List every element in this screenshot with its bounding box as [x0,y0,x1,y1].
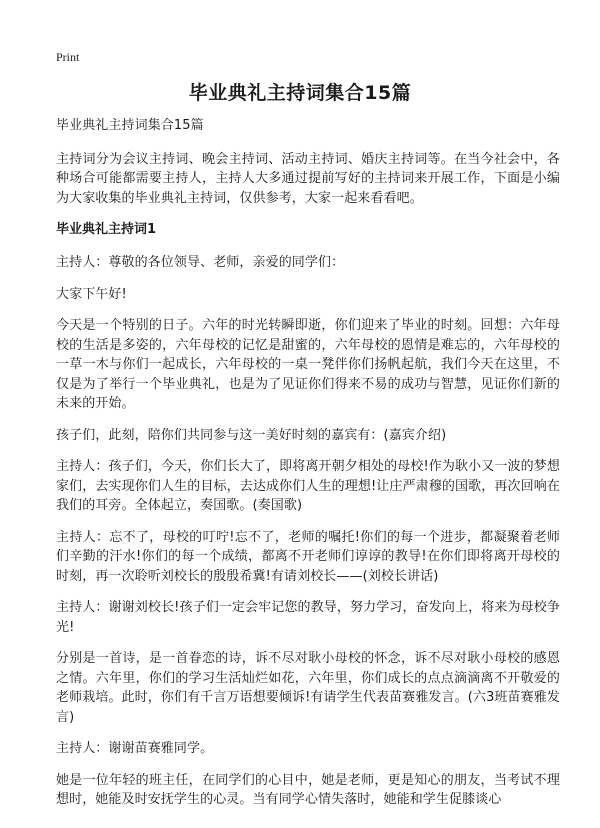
paragraph: 今天是一个特别的日子。六年的时光转瞬即逝，你们迎来了毕业的时刻。回想：六年母校的生活是多姿的，六年母校的记忆是甜蜜的，六年母校的恩情是难忘的，六年母校的一草一木与你们一起成长，六年母校的一桌一凳伴你们扬帆起航，我们今天在这里，不仅是为了举行一个毕业典礼，也是为了见证你们得来不易的成功与智慧，见证你们新的未来的开始。 [56,318,560,411]
paragraph: 主持人：尊敬的各位领导、老师，亲爱的同学们： [56,255,345,270]
print-link[interactable]: Print [56,50,80,64]
document-subtitle: 毕业典礼主持词集合15篇 [56,118,204,133]
section-heading: 毕业典礼主持词1 [56,222,157,237]
paragraph: 分别是一首诗，是一首眷恋的诗，诉不尽对耿小母校的怀念，诉不尽对耿小母校的感恩之情。六年里，你们的学习生活灿烂如花，六年里，你们成长的点点滴滴离不开敬爱的老师栽培。此时，你们有千言万语想要倾诉!有请学生代表苗赛雅发言。(六3班苗赛雅发言) [56,651,560,725]
paragraph: 孩子们，此刻，陪你们共同参与这一美好时刻的嘉宾有：(嘉宾介绍) [56,427,447,443]
paragraph: 大家下午好! [56,286,127,302]
paragraph: 主持人：谢谢苗赛雅同学。 [56,741,214,756]
page-title: 毕业典礼主持词集合15篇 [188,82,412,104]
paragraph: 主持人：忘不了，母校的叮咛!忘不了，老师的嘱托!你们的每一个进步，都凝聚着老师们辛勤的汗水!你们的每一个成绩，都离不开老师们谆谆的教导!在你们即将离开母校的时刻，再一次聆听刘校长的殷殷希冀!有请刘校长——(刘校长讲话) [56,529,560,584]
paragraph: 她是一位年轻的班主任，在同学们的心目中，她是老师，更是知心的朋友，当考试不理想时，她能及时安抚学生的心灵。当有同学心情失落时，她能和学生促膝谈心 [56,772,560,807]
document-body [56,116,560,822]
intro-paragraph: 主持词分为会议主持词、晚会主持词、活动主持词、婚庆主持词等。在当今社会中，各种场合可能都需要主持人，主持人大多通过提前写好的主持词来开展工作，下面是小编为大家收集的毕业典礼主持词，仅供参考，大家一起来看看吧。 [56,151,560,206]
paragraph: 主持人：孩子们，今天，你们长大了，即将离开朝夕相处的母校!作为耿小又一波的梦想家们，去实现你们人生的目标，去达成你们人生的理想!让庄严肃穆的国歌，再次回响在我们的耳旁。全体起立，奏国歌。(奏国歌) [56,459,560,513]
paragraph: 主持人：谢谢刘校长!孩子们一定会牢记您的教导，努力学习，奋发向上，将来为母校争光! [56,600,560,635]
